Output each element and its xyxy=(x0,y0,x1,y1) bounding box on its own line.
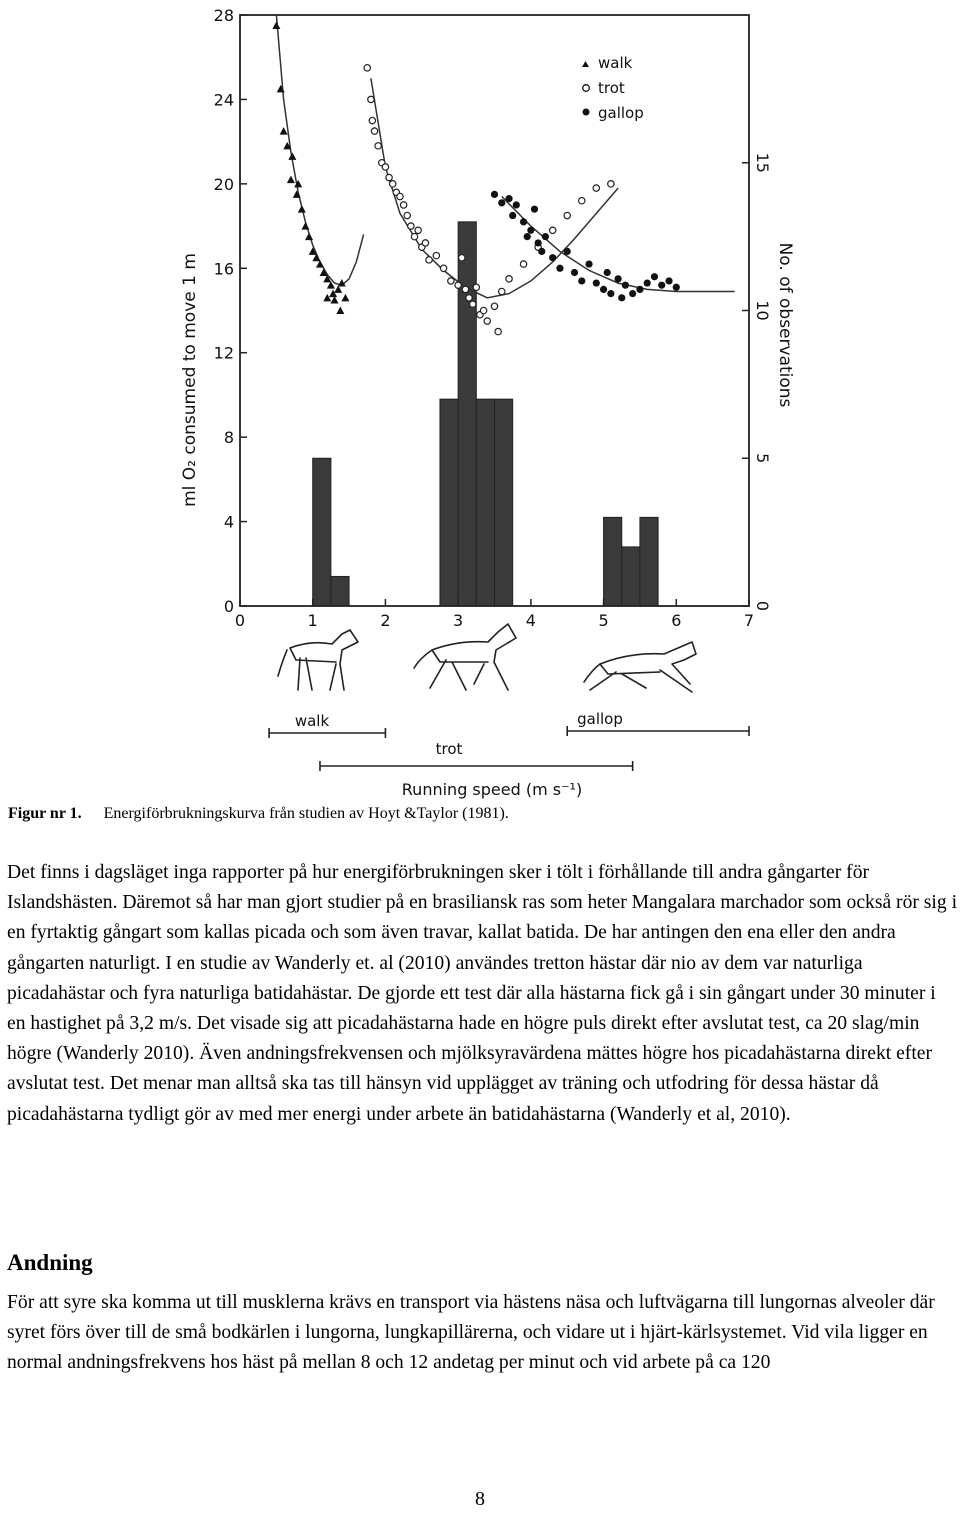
section-heading: Andning xyxy=(7,1250,93,1275)
gallop-range-label: gallop xyxy=(577,710,623,728)
trot-point xyxy=(491,303,497,309)
legend xyxy=(582,54,644,122)
trot-point xyxy=(593,185,599,191)
walk-point xyxy=(336,307,344,315)
walk-range-label: walk xyxy=(294,712,330,730)
trot-point xyxy=(473,284,479,290)
gallop-point xyxy=(673,284,680,291)
gallop-point xyxy=(658,282,665,289)
trot-point xyxy=(549,227,555,233)
trotting-horse-illustration xyxy=(414,624,516,690)
legend-trot-marker xyxy=(583,85,590,92)
legend-gallop-label: gallop xyxy=(598,104,644,122)
walk-point xyxy=(272,22,280,30)
walk-point xyxy=(280,127,288,134)
gallop-point xyxy=(644,279,651,286)
gallop-point xyxy=(629,290,636,297)
trot-point xyxy=(520,261,526,267)
y-left-tick-label: 4 xyxy=(223,512,234,532)
paragraph-text: Det finns i dagsläget inga rapporter på hur energiförbrukningen sker i tölt i förhållande till andra gångarter för Islandshästen. Däremot så har man gjort studier på en brasiliansk ras som heter Mangalara marchador som också rör sig i en fyrtaktig gångart som kallas picada och som även travar, kallat batida. De har antingen den ena eller den andra gångarten naturligt. I en studie av Wanderly et. al (2010) användes tretton hästar där nio av dem var naturliga picadahästar och fyra naturliga batidahästar. De gjorde ett test där alla hästarna fick gå i sin gångart under 30 minuter i en hastighet på 3,2 m/s. Det visade sig att picadahästarna hade en högre puls direkt efter avslutat test, ca 20 slag/min högre (Wanderly 2010). Även andningsfrekvensen och mjölksyravärdena mättes högre hos picadahästarna direkt efter avslutat test. Det menar man alltså ska tas till hänsyn vid upplägget av träning och utfodring för dessa hästar då picadahästarna tydligt gör av med mer energi under arbete än batidahästarna (Wanderly et al, 2010). xyxy=(7,862,958,1125)
gait-range-bars xyxy=(269,710,749,771)
gallop-point xyxy=(651,273,658,280)
gallop-point xyxy=(593,279,600,286)
walk-point xyxy=(323,294,331,302)
y-right-tick-label: 10 xyxy=(753,300,772,321)
trot-point xyxy=(400,202,406,208)
gallop-point xyxy=(505,195,512,202)
gallop-point xyxy=(564,248,571,255)
gallop-point xyxy=(604,269,611,276)
gallop-point xyxy=(578,277,585,284)
y-axis-right-title: No. of observations xyxy=(775,242,795,408)
y-left-tick-label: 28 xyxy=(213,6,234,25)
trot-point xyxy=(369,117,375,123)
gallop-point xyxy=(571,269,578,276)
histogram-bar xyxy=(604,517,622,606)
gallop-point xyxy=(538,248,545,255)
gallop-point xyxy=(535,239,542,246)
histogram-bar xyxy=(331,576,349,606)
x-axis-title: Running speed (m s⁻¹) xyxy=(401,780,583,799)
walk-point xyxy=(294,180,302,188)
y-left-tick-label: 0 xyxy=(223,597,234,616)
y-left-tick-label: 8 xyxy=(223,428,234,448)
trot-point xyxy=(455,282,461,288)
histogram-bar xyxy=(640,517,658,606)
figure-caption-text: Energiförbrukningskurva från studien av Hoyt &Taylor (1981). xyxy=(103,805,509,822)
walk-point xyxy=(277,85,285,93)
y-right-tick-label: 15 xyxy=(753,152,772,173)
trot-point xyxy=(480,307,486,313)
trot-point xyxy=(469,301,475,307)
x-tick-label: 2 xyxy=(380,611,391,630)
gallop-point xyxy=(542,233,549,240)
gallop-point xyxy=(520,218,527,225)
y-left-tick-label: 24 xyxy=(213,90,234,110)
gallop-point xyxy=(600,286,607,293)
gallop-point xyxy=(491,191,498,198)
walk-fitted-curve xyxy=(276,15,363,285)
trot-point xyxy=(382,164,388,170)
walk-point xyxy=(305,233,313,241)
y-right-tick-label: 5 xyxy=(753,453,772,464)
x-tick-label: 6 xyxy=(671,611,682,630)
fitted-curves xyxy=(276,15,734,298)
walk-point xyxy=(298,205,306,213)
trot-point xyxy=(364,65,370,71)
x-tick-label: 0 xyxy=(234,611,246,630)
x-tick-label: 7 xyxy=(743,611,755,630)
y-axis-left-title: ml O₂ consumed to move 1 m xyxy=(180,253,200,507)
walk-point xyxy=(341,294,349,302)
gallop-point xyxy=(665,277,672,284)
histogram-bar xyxy=(440,399,458,606)
trot-point xyxy=(579,198,585,204)
trot-point xyxy=(397,193,403,199)
trot-point xyxy=(411,233,417,239)
trot-point xyxy=(608,181,614,187)
gallop-point xyxy=(636,286,643,293)
legend-gallop-marker xyxy=(583,109,590,116)
gallop-point xyxy=(549,254,556,261)
y-left-tick-label: 12 xyxy=(213,343,234,363)
gallop-point xyxy=(618,294,625,301)
trot-point xyxy=(462,286,468,292)
walk-point xyxy=(301,222,309,230)
x-tick-label: 4 xyxy=(525,611,536,630)
trot-point xyxy=(459,255,465,261)
x-tick-label: 1 xyxy=(307,611,318,630)
gallop-point xyxy=(615,275,622,282)
gallop-point xyxy=(509,212,516,219)
legend-trot-label: trot xyxy=(598,79,625,97)
walk-point xyxy=(293,190,301,198)
trot-point xyxy=(426,257,432,263)
trot-point xyxy=(433,252,439,258)
legend-walk-label: walk xyxy=(598,54,633,72)
trot-point xyxy=(415,227,421,233)
page-number: 8 xyxy=(475,1488,485,1510)
trot-point xyxy=(499,288,505,294)
paragraph-text: För att syre ska komma ut till musklerna krävs en transport via hästens näsa och luftvägarna till lungornas alveoler där syret förs över till de små bodkärlen i lungorna, lungkapillärerna, och vidare ut i hjärt-kärlsystemet. Vid vila ligger en normal andningsfrekvens hos häst på mellan 8 och 12 andetag per minut och vid arbete på ca 120 xyxy=(7,1292,935,1374)
histogram-bar xyxy=(495,399,513,606)
body-paragraph-1 xyxy=(7,858,957,1130)
walk-point xyxy=(287,176,295,184)
trot-point xyxy=(466,295,472,301)
galloping-horse-illustration xyxy=(584,642,696,692)
gallop-point xyxy=(585,260,592,267)
gallop-point xyxy=(527,227,534,234)
gallop-point xyxy=(524,233,531,240)
figure-caption xyxy=(8,805,509,823)
gallop-point xyxy=(513,201,520,208)
y-left-tick-label: 16 xyxy=(213,259,234,279)
histogram xyxy=(313,222,658,606)
histogram-bar xyxy=(313,458,331,606)
trot-point xyxy=(495,328,501,334)
legend-walk-marker xyxy=(582,61,589,67)
figure-caption-label: Figur nr 1. xyxy=(8,805,82,822)
trot-point xyxy=(564,212,570,218)
x-tick-label: 5 xyxy=(598,611,609,630)
histogram-bar xyxy=(476,399,494,606)
walk-point xyxy=(288,152,296,160)
histogram-bar xyxy=(458,222,476,606)
x-tick-label: 3 xyxy=(453,611,464,630)
trot-point xyxy=(375,143,381,149)
y-right-tick-label: 0 xyxy=(753,600,772,612)
trot-point xyxy=(506,276,512,282)
histogram-bar xyxy=(622,547,640,606)
gallop-point xyxy=(498,199,505,206)
trot-point xyxy=(448,278,454,284)
trot-point xyxy=(440,265,446,271)
trot-point xyxy=(404,212,410,218)
body-paragraph-2 xyxy=(7,1288,957,1379)
trot-point xyxy=(484,318,490,324)
trot-point xyxy=(390,181,396,187)
gallop-point xyxy=(531,206,538,213)
gallop-point xyxy=(556,265,563,272)
gallop-point xyxy=(607,290,614,297)
trot-point xyxy=(368,96,374,102)
walking-horse-illustration xyxy=(278,630,358,690)
gallop-point xyxy=(622,282,629,289)
trot-range-label: trot xyxy=(435,740,463,758)
y-left-tick-label: 20 xyxy=(213,174,234,194)
trot-point xyxy=(371,128,377,134)
trot-point xyxy=(408,223,414,229)
trot-point xyxy=(422,240,428,246)
trot-point xyxy=(386,174,392,180)
